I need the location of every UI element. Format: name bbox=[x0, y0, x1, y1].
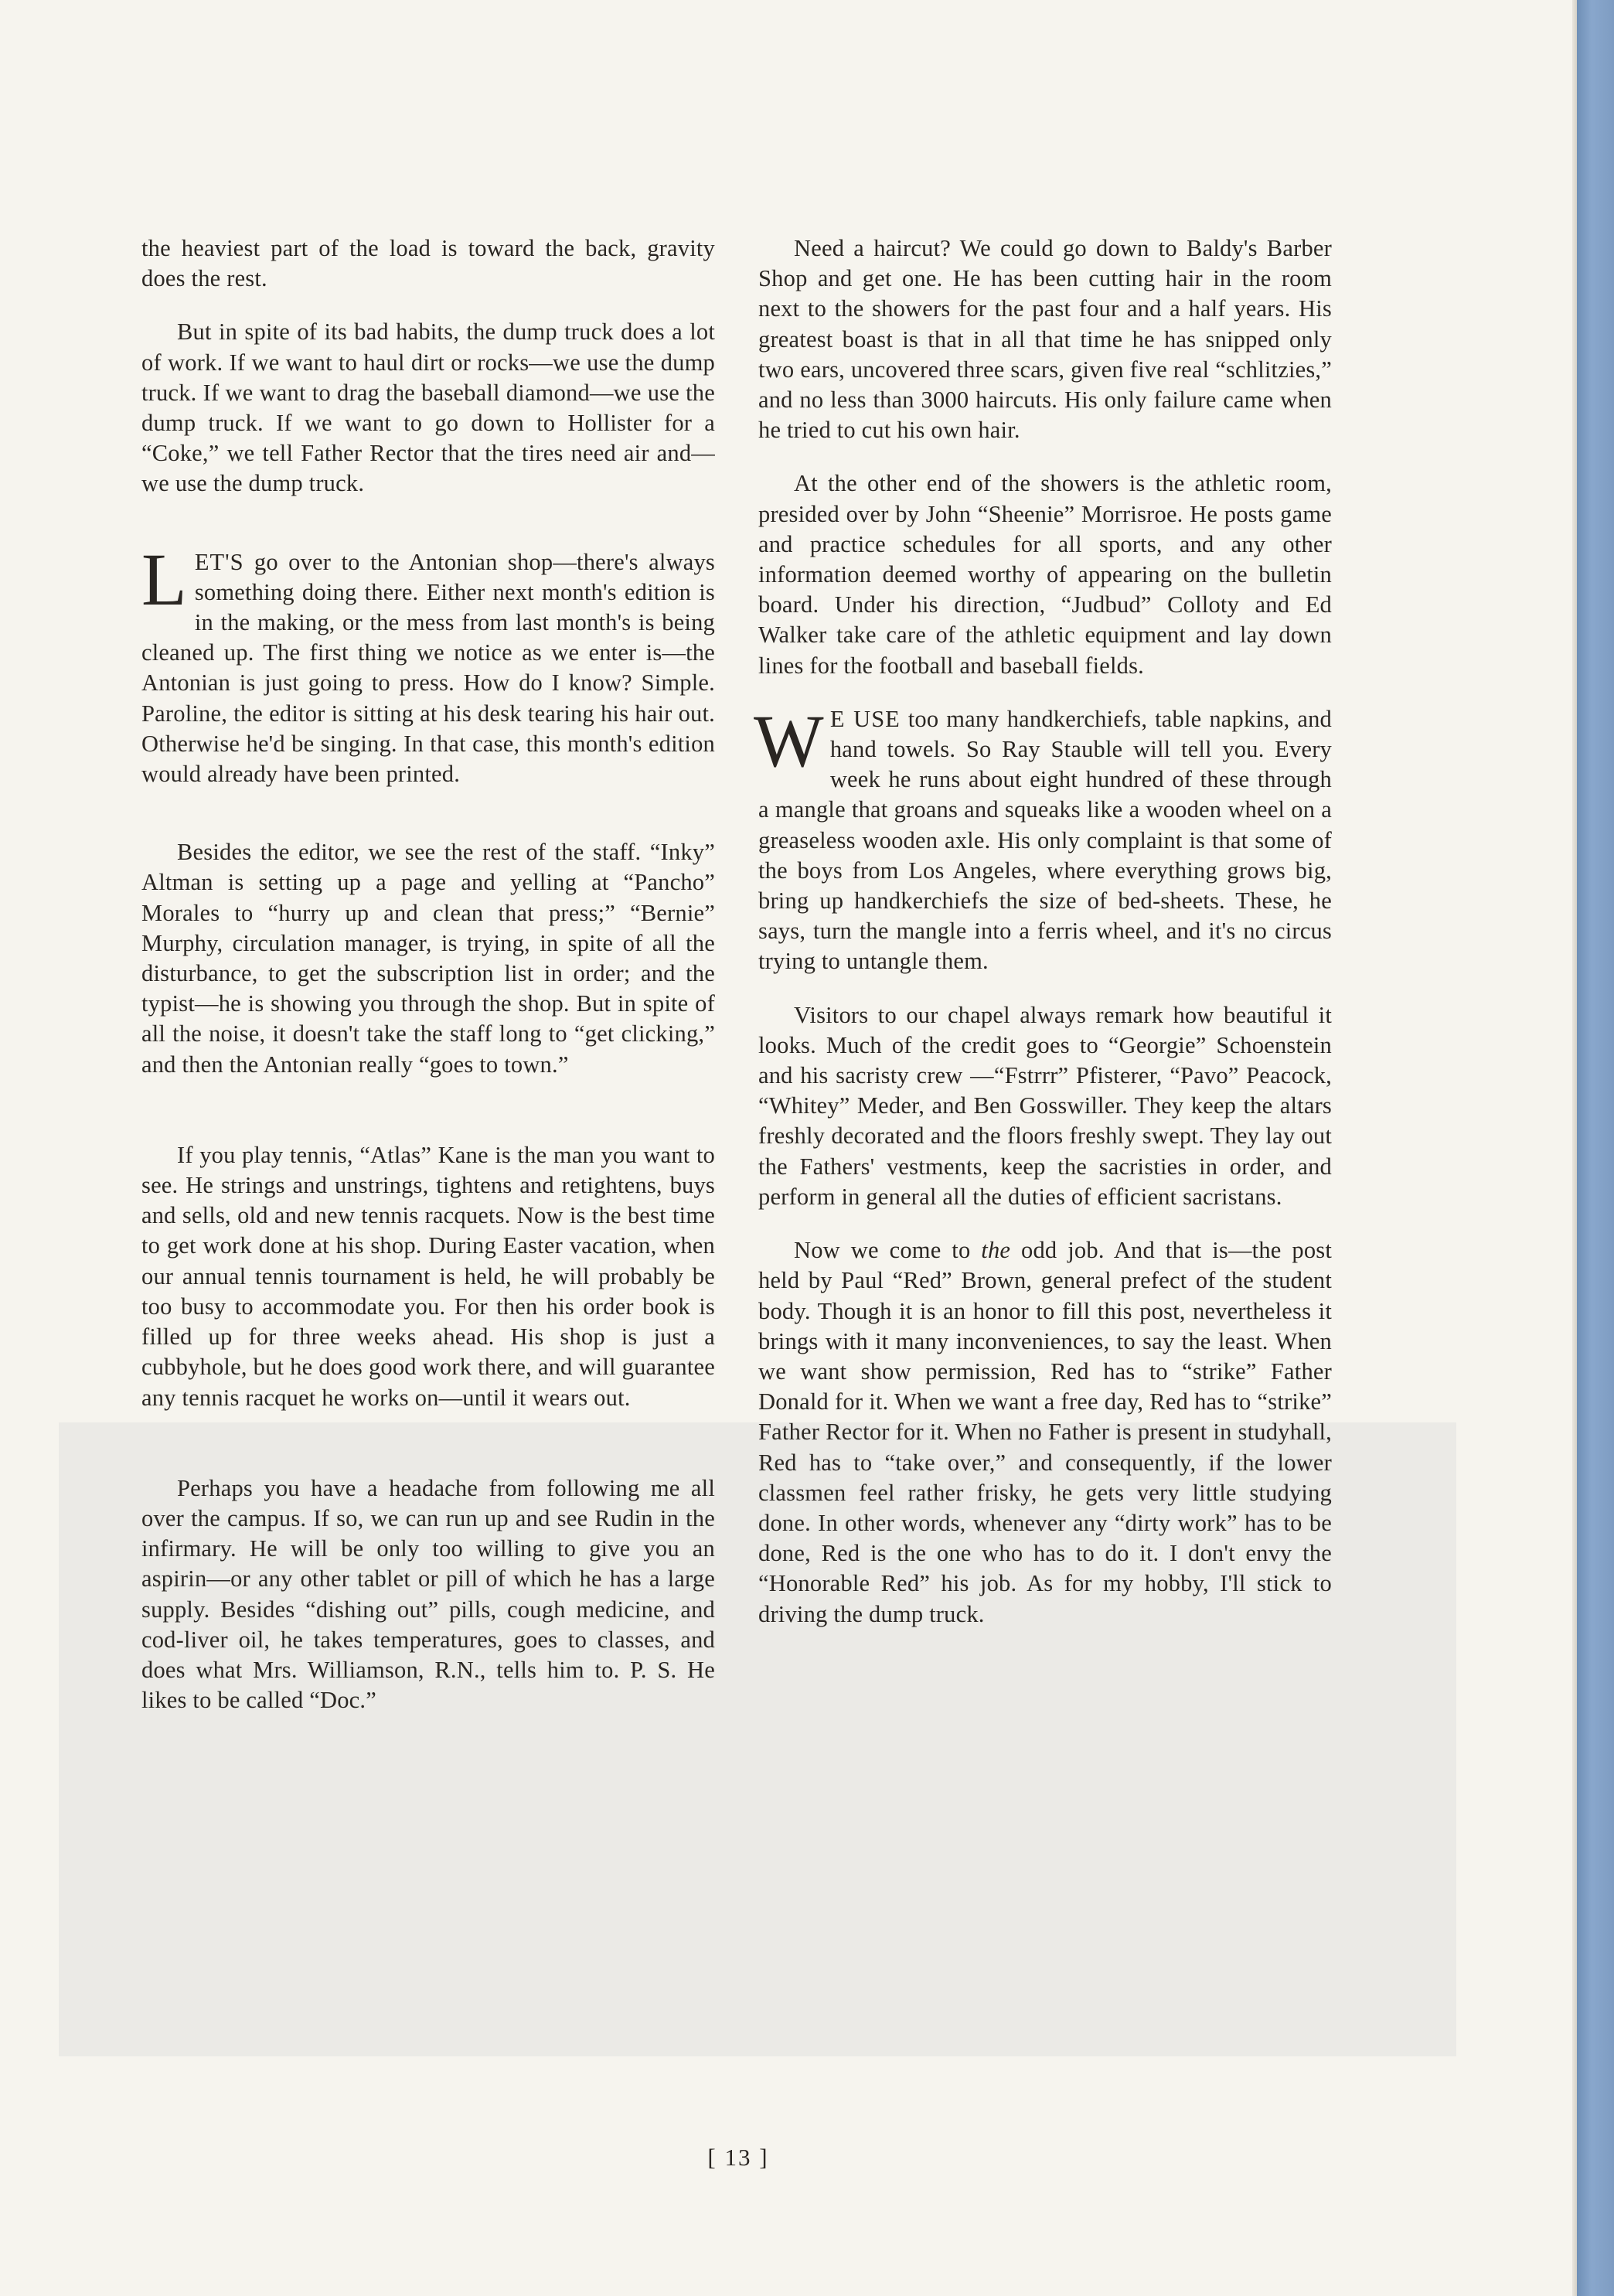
drop-cap-letter: L bbox=[141, 537, 187, 621]
paragraph-infirmary: Perhaps you have a headache from following me all over the campus. If so, we can run up and see Rudin in the infirmary. He will be only too willing to give you an aspirin—or any other tablet or pill of which he has a large supply. Besides “dishing out” pills, cough medicine, and cod-liver oil, he takes temperatures, goes to classes, and does what Mrs. Williamson, R.N., tells him to. P. S. He likes to be called “Doc.” bbox=[141, 1474, 715, 1714]
drop-cap-letter: W bbox=[754, 699, 824, 782]
paragraph-tennis: If you play tennis, “Atlas” Kane is the man you want to see. He strings and unstrings, tightens and retightens, buys and sells, old and new tennis racquets. Now is the best time to get work done at his shop. During Easter vacation, when our annual tennis tournament is held, he will probably be too busy to accommodate you. For then his order book is filled up for three weeks ahead. His shop is just a cubbyhole, but he does good work there, and will guarantee any tennis racquet he works on—until it wears out. bbox=[141, 1141, 715, 1411]
paragraph-dump-truck-work: But in spite of its bad habits, the dump truck does a lot of work. If we want to haul dirt or rocks—we use the dump truck. If we want to drag the baseball diamond—we use the dump truck. If we want to go down to Hollister for a “Coke,” we tell Father Rector that the tires need air and—we use the dump truck. bbox=[141, 319, 715, 497]
paragraph-athletic-room: At the other end of the showers is the athletic room, presided over by John “Sheenie” Morrisroe. He posts game and practice schedules for all sports, and any other information deemed worthy of appearing on the bulletin board. Under his direction, “Judbud” Colloty and Ed Walker take care of the athletic equipment and lay down lines for the football and baseball fields. bbox=[758, 470, 1332, 679]
paragraph-dump-truck-end: the heaviest part of the load is toward the back, gravity does the rest. bbox=[141, 235, 715, 292]
page-number: [ 13 ] bbox=[707, 2144, 769, 2171]
lead-in-text: E USE bbox=[829, 705, 901, 732]
paragraph-text: too many handkerchiefs, table napkins, and hand towels. So Ray Stauble will tell you. Every week he runs about eight hundred of these through a mangle that groans and squeaks like a wooden wheel on a greaseless wooden axle. His only complaint is that some of the boys from Los Angeles, where everything grows big, bring up handkerchiefs the size of bed-sheets. These, he says, turn the mangle into a ferris wheel, and it's no circus trying to untangle them. bbox=[758, 705, 1332, 975]
paragraph-text: odd job. And that is—the post held by Paul “Red” Brown, general prefect of the student body. Though it is an honor to fill this post, nevertheless it brings with it many inconveniences, to say the least. When we want show permission, Red has to “strike” Father Donald for it. When we want a free day, Red has to “strike” Father Rector for it. When no Father is present in studyhall, Red has to “take over,” and consequently, if the lower classmen feel rather frisky, he gets very little studying done. In other words, whenever any “dirty work” has to be done, Red is the one who has to do it. I don't envy the “Honorable Red” his job. As for my hobby, I'll stick to driving the dump truck. bbox=[758, 1237, 1333, 1627]
paragraph-antonian-staff: Besides the editor, we see the rest of the staff. “Inky” Altman is setting up a page and yelling at “Pancho” Morales to “hurry up and clean that press;” “Bernie” Murphy, circulation manager, is trying, in spite of all the disturbance, to get the subscription list in order; and the typist—he is showing you through the shop. But in spite of all the noise, it doesn't take the staff long to “get clicking,” and then the Antonian really “goes to town.” bbox=[141, 839, 715, 1078]
right-column bbox=[754, 233, 1333, 1653]
paragraph-chapel: Visitors to our chapel always remark how beautiful it looks. Much of the credit goes to “Georgie” Schoenstein and his sacristy crew —“Fstrrr” Pfisterer, “Pavo” Peacock, “Whitey” Meder, and Ben Gosswiller. They keep the altars freshly decorated and the floors freshly swept. They lay out the Fathers' vestments, keep the sacristies in order, and perform in general all the duties of efficient sacristans. bbox=[758, 1001, 1332, 1210]
lead-in-text: ET'S bbox=[194, 548, 244, 575]
paragraph-odd-job bbox=[758, 1235, 1332, 1630]
paragraph-text: Now we come to bbox=[794, 1237, 982, 1264]
paragraph-antonian-shop bbox=[141, 537, 715, 790]
emphasis-text: the bbox=[981, 1237, 1011, 1264]
paragraph-text: go over to the Antonian shop—there's always something doing there. Either next month's edition is in the making, or the mess from last month's is being cleaned up. The first thing we notice as we enter is—the Antonian is just going to press. How do I know? Simple. Paroline, the editor is sitting at his desk tearing his hair out. Otherwise he'd be singing. In that case, this month's edition would already have been printed. bbox=[141, 548, 715, 788]
paragraph-barber-shop: Need a haircut? We could go down to Baldy's Barber Shop and get one. He has been cutting hair in the room next to the showers for the past four and a half years. His greatest boast is that in all that time he has snipped only two ears, uncovered three scars, given five real “schlitzies,” and no less than 3000 haircuts. His only failure came when he tried to cut his own hair. bbox=[758, 235, 1332, 444]
left-column bbox=[141, 233, 715, 1739]
binding-spine bbox=[1577, 0, 1614, 2296]
paragraph-laundry bbox=[754, 699, 1332, 977]
